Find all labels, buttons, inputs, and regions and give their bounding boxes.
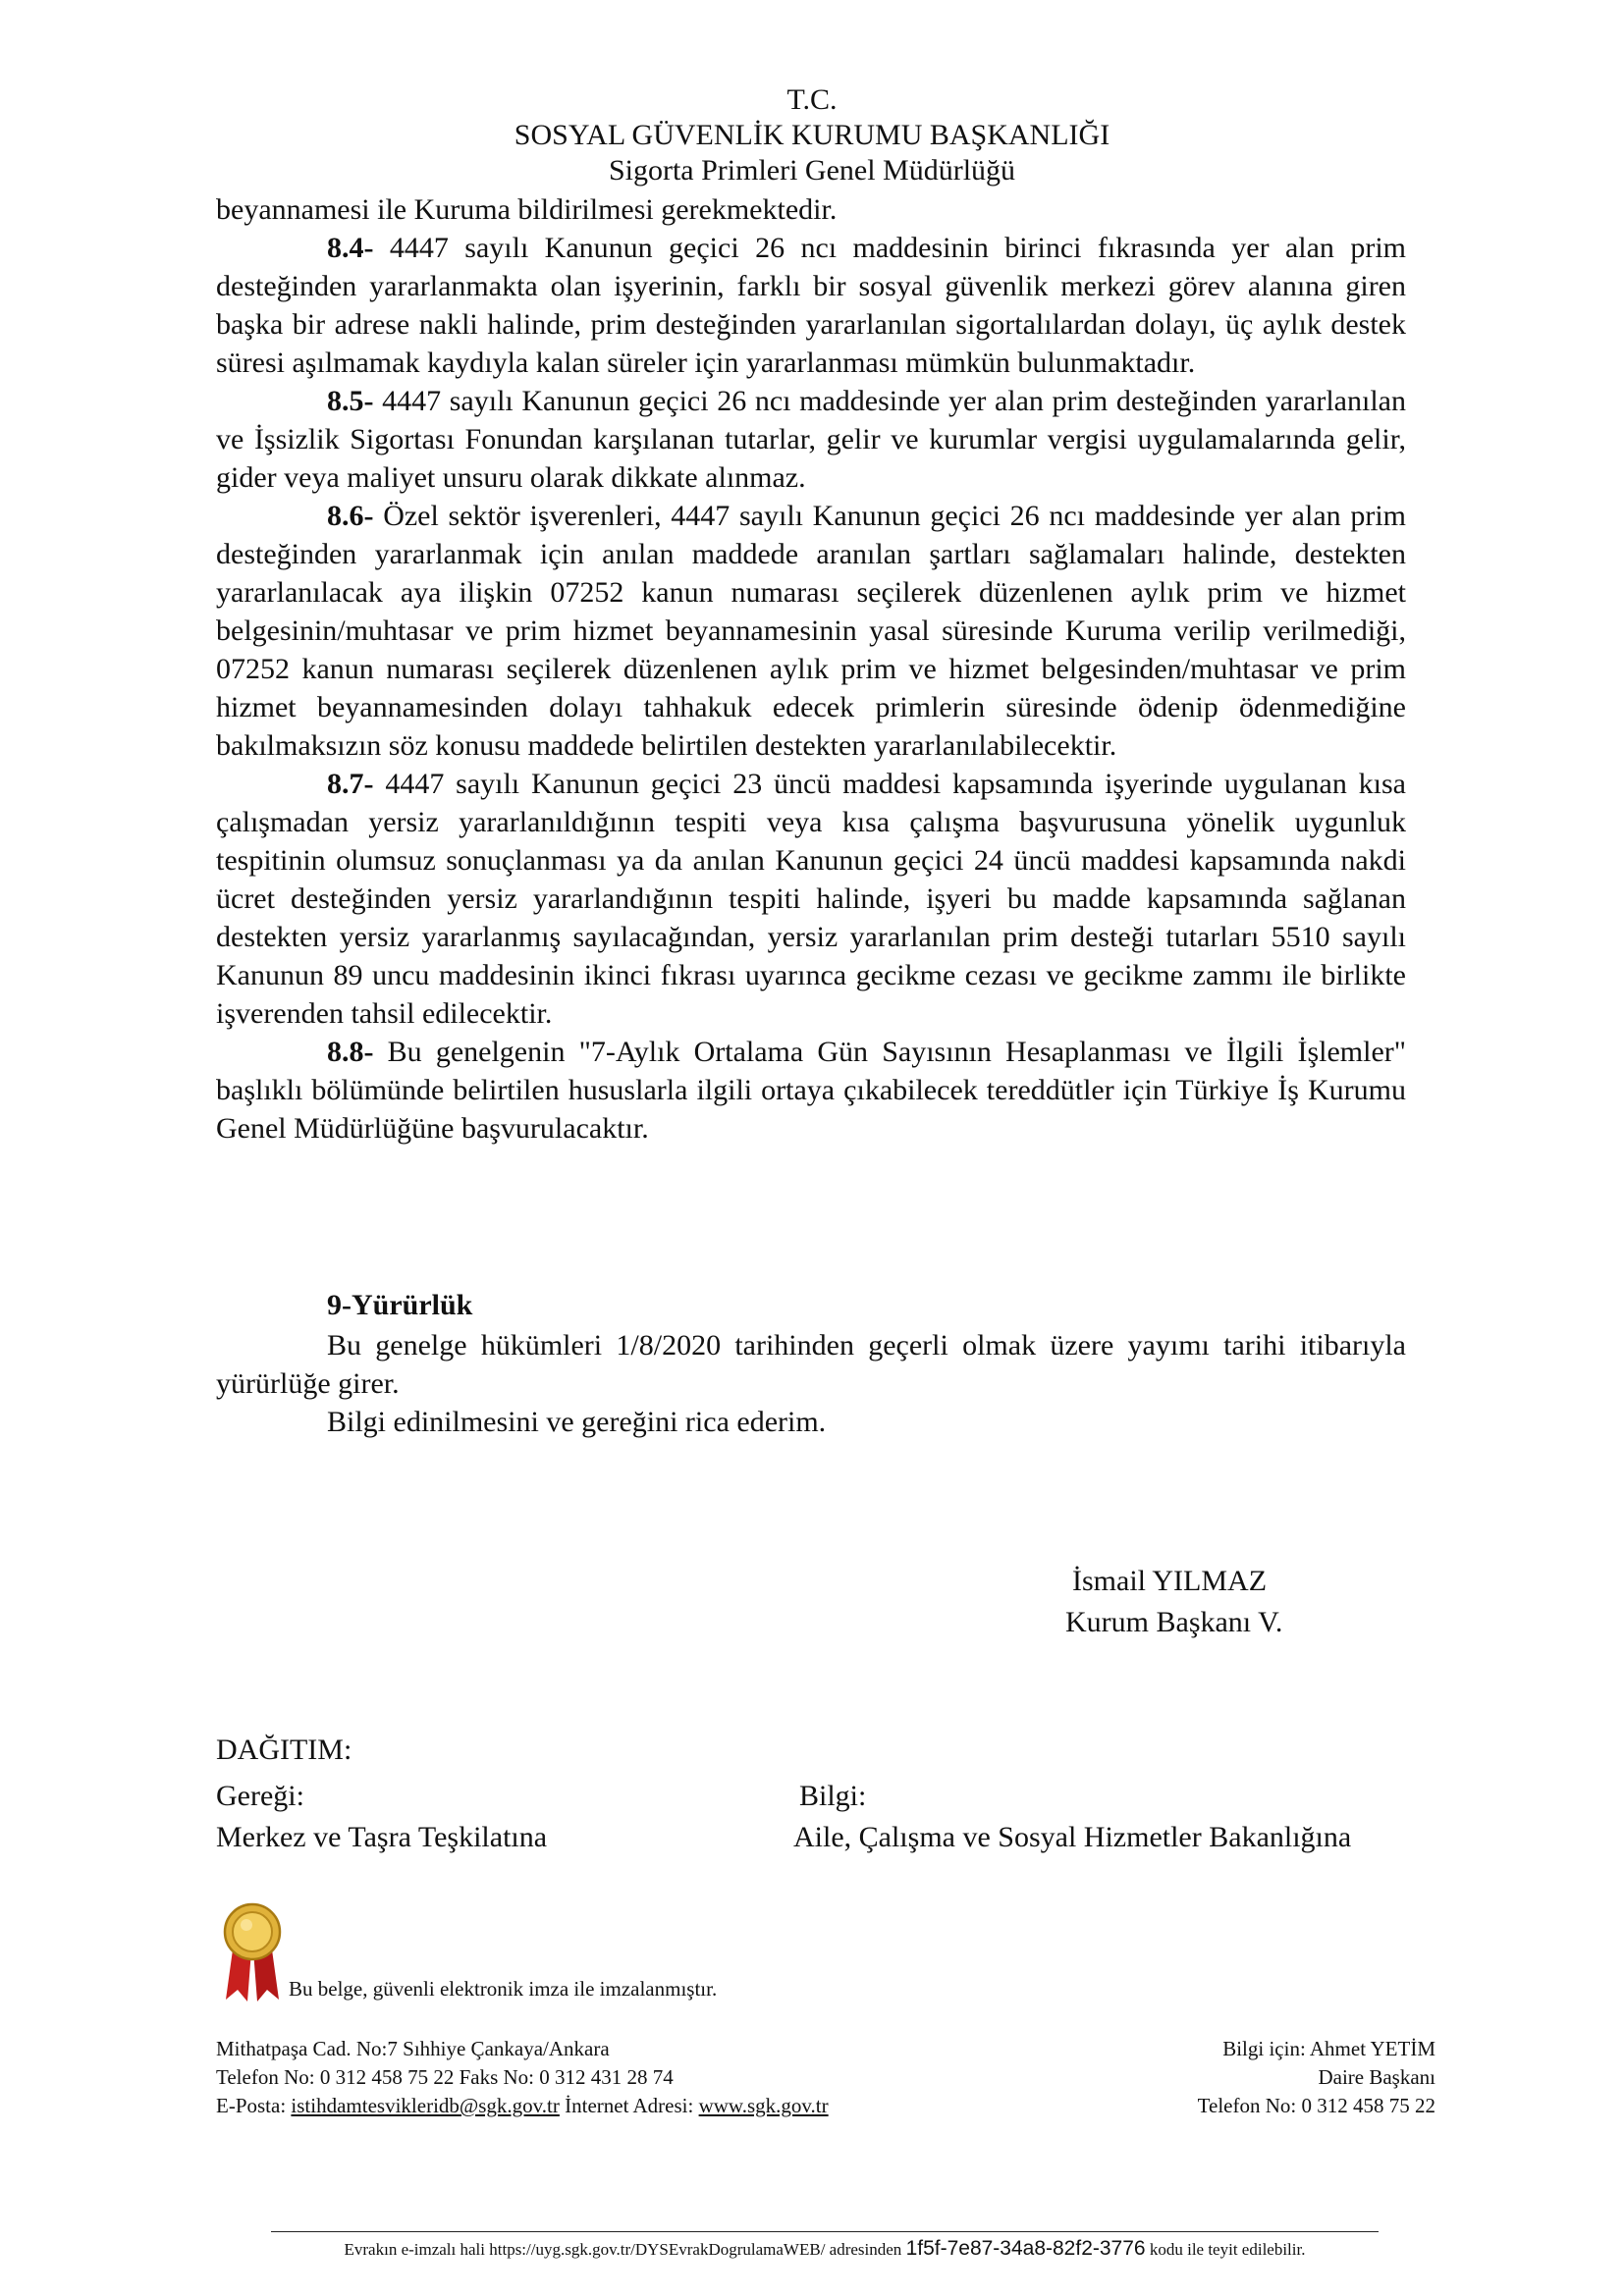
e-signature-seal-icon	[218, 1899, 287, 2007]
carry-over-line: beyannamesi ile Kuruma bildirilmesi gerekmektedir.	[216, 193, 838, 226]
distribution-info-label: Bilgi:	[799, 1780, 867, 1812]
signatory-title: Kurum Başkanı V.	[1065, 1606, 1283, 1638]
footer-contact-line	[216, 2092, 829, 2119]
verification-prefix: Evrakın e-imzalı hali https://uyg.sgk.gov.tr/DYSEvrakDogrulamaWEB/ adresinden	[344, 2240, 902, 2259]
distribution-heading: DAĞITIM:	[216, 1734, 352, 1766]
paragraph-number: 8.5-	[327, 385, 374, 417]
footer-phone-fax: Telefon No: 0 312 458 75 22 Faks No: 0 312 431 28 74	[216, 2065, 674, 2089]
distribution-action-label: Gereği:	[216, 1780, 304, 1812]
header-department: Sigorta Primleri Genel Müdürlüğü	[608, 154, 1016, 187]
footer-info-contact: Bilgi için: Ahmet YETİM	[1222, 2037, 1435, 2060]
section-9-body	[216, 1326, 1406, 1441]
paragraph-text: Bu genelgenin "7-Aylık Ortalama Gün Sayısının Hesaplanması ve İlgili İşlemler" başlıklı bölümünde belirtilen hususlarla ilgili ortaya çıkabilecek tereddütler için Türkiye İş Kurumu Genel Müdürlüğüne başvurulacaktır.	[216, 1036, 1406, 1145]
section-9-paragraph: Bu genelge hükümleri 1/8/2020 tarihinden geçerli olmak üzere yayımı tarihi itibarıyla yürürlüğe girer.	[216, 1329, 1406, 1400]
paragraph-number: 8.7-	[327, 768, 374, 800]
signatory-name: İsmail YILMAZ	[1072, 1565, 1268, 1597]
e-signature-note: Bu belge, güvenli elektronik imza ile imzalanmıştır.	[289, 1977, 718, 2001]
paragraph-8-6	[216, 497, 1406, 765]
email-link[interactable]: istihdamtesvikleridb@sgk.gov.tr	[291, 2094, 560, 2117]
paragraph-number: 8.8-	[327, 1036, 374, 1068]
email-label: E-Posta:	[216, 2094, 287, 2117]
verification-suffix: kodu ile teyit edilebilir.	[1149, 2240, 1306, 2259]
web-link[interactable]: www.sgk.gov.tr	[698, 2094, 829, 2117]
footer-info-phone: Telefon No: 0 312 458 75 22	[1197, 2094, 1435, 2117]
footer-divider	[271, 2231, 1379, 2232]
paragraph-8-7	[216, 765, 1406, 1033]
body-text	[216, 190, 1406, 1148]
paragraph-text: Özel sektör işverenleri, 4447 sayılı Kanunun geçici 26 ncı maddesinde yer alan prim desteğinden yararlanmak için anılan maddede aranılan şartları sağlamaları halinde, destekten yararlanılacak aya ilişkin 07252 kanun numarası seçilerek düzenlenen aylık prim ve hizmet belgesinin/muhtasar ve prim hizmet beyannamesinin yasal süresinde Kuruma verilip verilmediği, 07252 kanun numarası seçilerek düzenlenen aylık prim ve hizmet belgesinden/muhtasar ve prim hizmet beyannamesinden dolayı tahhakuk edecek primlerin süresinde ödenip ödenmediğine bakılmaksızın söz konusu maddede belirtilen destekten yararlanılabilecektir.	[216, 500, 1406, 762]
paragraph-text: 4447 sayılı Kanunun geçici 26 ncı maddesinde yer alan prim desteğinden yararlanılan ve İşsizlik Sigortası Fonundan karşılanan tutarlar, gelir ve kurumlar vergisi uygulamalarında gelir, gider veya maliyet unsuru olarak dikkate alınmaz.	[216, 385, 1406, 494]
paragraph-number: 8.6-	[327, 500, 374, 532]
footer-info-title: Daire Başkanı	[1318, 2065, 1435, 2089]
verification-code: 1f5f-7e87-34a8-82f2-3776	[905, 2237, 1146, 2260]
header-tc: T.C.	[786, 83, 838, 116]
footer-address: Mithatpaşa Cad. No:7 Sıhhiye Çankaya/Ankara	[216, 2037, 610, 2060]
letterhead	[0, 82, 1624, 188]
paragraph-8-8	[216, 1033, 1406, 1148]
distribution-info-recipients: Aile, Çalışma ve Sosyal Hizmetler Bakanlığına	[793, 1821, 1352, 1853]
closing-sentence: Bilgi edinilmesini ve gereğini rica ederim.	[327, 1406, 827, 1438]
paragraph-number: 8.4-	[327, 232, 374, 264]
web-label: İnternet Adresi:	[565, 2094, 694, 2117]
paragraph-8-5	[216, 382, 1406, 497]
paragraph-text: 4447 sayılı Kanunun geçici 26 ncı maddesinin birinci fıkrasında yer alan prim desteğinden yararlanmakta olan işyerinin, farklı bir sosyal güvenlik merkezi görev alanına giren başka bir adrese nakli halinde, prim desteğinden yararlanılan sigortalılardan dolayı, üç aylık destek süresi aşılmamak kaydıyla kalan süreler için yararlanması mümkün bulunmaktadır.	[216, 232, 1406, 379]
verification-line	[271, 2237, 1379, 2261]
section-9-title: 9-Yürürlük	[327, 1289, 473, 1321]
header-institution: SOSYAL GÜVENLİK KURUMU BAŞKANLIĞI	[514, 119, 1110, 151]
paragraph-8-4	[216, 229, 1406, 382]
distribution-action-recipients: Merkez ve Taşra Teşkilatına	[216, 1821, 548, 1853]
paragraph-text: 4447 sayılı Kanunun geçici 23 üncü maddesi kapsamında işyerinde uygulanan kısa çalışmadan yersiz yararlanıldığının tespiti veya kısa çalışma başvurusuna yönelik uygunluk tespitinin olumsuz sonuçlanması ya da anılan Kanunun geçici 24 üncü maddesi kapsamında nakdi ücret desteğinden yersiz yararlandığının tespiti halinde, işyeri bu madde kapsamında sağlanan destekten yersiz yararlanmış sayılacağından, yersiz yararlanılan prim desteği tutarları 5510 sayılı Kanunun 89 uncu maddesinin ikinci fıkrası uyarınca gecikme cezası ve gecikme zammı ile birlikte işverenden tahsil edilecektir.	[216, 768, 1406, 1030]
